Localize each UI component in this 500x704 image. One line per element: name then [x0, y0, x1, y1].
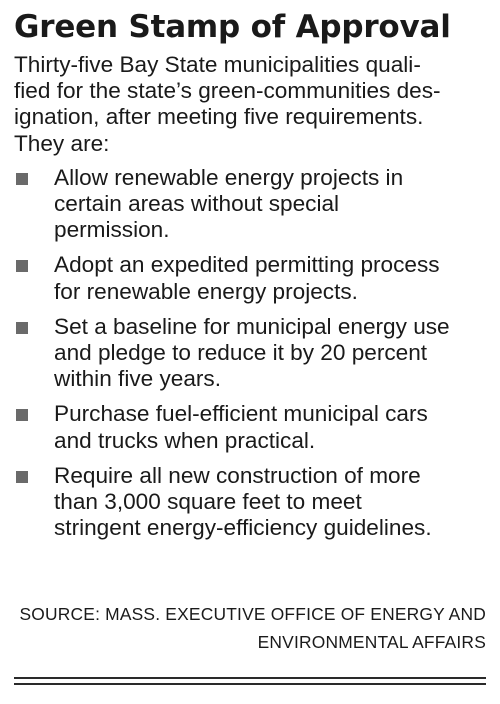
list-item-line: Set a baseline for municipal energy use: [54, 313, 450, 339]
square-bullet-icon: [16, 260, 28, 272]
intro-line: ignation, after meeting five requirements.: [14, 104, 424, 130]
list-item: [14, 165, 486, 244]
divider-rule: [14, 683, 486, 685]
list-item-line: than 3,000 square feet to meet: [54, 489, 362, 515]
intro-paragraph: [14, 52, 486, 157]
list-item-line: within five years.: [54, 366, 222, 392]
square-bullet-icon: [16, 471, 28, 483]
list-item: [14, 314, 486, 393]
list-item-line: and pledge to reduce it by 20 percent: [54, 340, 428, 366]
list-item-line: Adopt an expedited permitting process: [54, 252, 440, 278]
infographic-panel: [14, 8, 486, 698]
list-item: [14, 401, 486, 453]
intro-line: Thirty-five Bay State municipalities quali-: [14, 52, 421, 77]
list-item-line: Require all new construction of more: [54, 462, 421, 488]
square-bullet-icon: [16, 409, 28, 421]
divider-rule: [14, 677, 486, 679]
intro-line: They are:: [14, 130, 110, 156]
square-bullet-icon: [16, 173, 28, 185]
list-item: [14, 463, 486, 542]
source-line: SOURCE: MASS. EXECUTIVE OFFICE OF ENERGY AND: [19, 604, 486, 624]
list-item-line: stringent energy-efficiency guidelines.: [54, 515, 432, 541]
list-item-line: Purchase fuel-efficient municipal cars: [54, 401, 428, 427]
page-title: Green Stamp of Approval: [14, 9, 451, 45]
list-item-line: permission.: [54, 217, 170, 243]
list-item-line: certain areas without special: [54, 191, 340, 217]
list-item-line: for renewable energy projects.: [54, 278, 358, 304]
source-credit: [19, 600, 486, 656]
intro-line: fied for the state’s green-communities des-: [14, 78, 441, 104]
requirements-list: [14, 165, 486, 542]
square-bullet-icon: [16, 322, 28, 334]
list-item-line: and trucks when practical.: [54, 427, 316, 453]
list-item: [14, 252, 486, 304]
list-item-line: Allow renewable energy projects in: [54, 164, 404, 190]
source-line: ENVIRONMENTAL AFFAIRS: [257, 632, 486, 652]
